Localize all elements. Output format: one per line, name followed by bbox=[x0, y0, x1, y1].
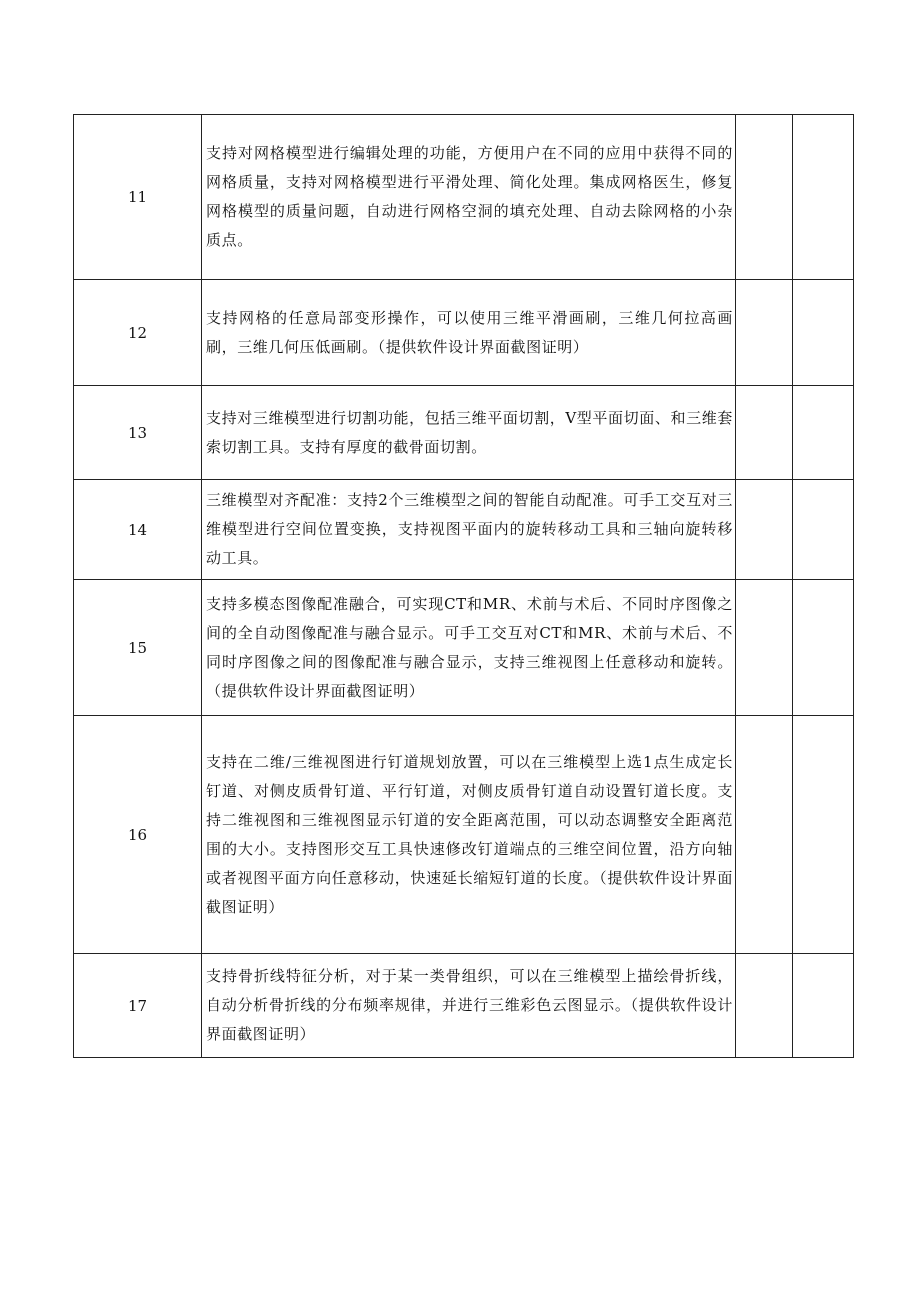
blank-cell bbox=[736, 480, 793, 580]
blank-cell bbox=[793, 716, 854, 954]
row-number: 15 bbox=[74, 580, 202, 716]
row-description: 支持对三维模型进行切割功能，包括三维平面切割，V型平面切面、和三维套索切割工具。支持有厚度的截骨面切割。 bbox=[202, 386, 736, 480]
blank-cell bbox=[736, 716, 793, 954]
table-row bbox=[74, 954, 854, 1058]
table-row bbox=[74, 580, 854, 716]
row-description: 支持对网格模型进行编辑处理的功能，方便用户在不同的应用中获得不同的网格质量，支持对网格模型进行平滑处理、简化处理。集成网格医生，修复网格模型的质量问题，自动进行网格空洞的填充处理、自动去除网格的小杂质点。 bbox=[202, 115, 736, 280]
blank-cell bbox=[736, 386, 793, 480]
table-row bbox=[74, 716, 854, 954]
row-number: 13 bbox=[74, 386, 202, 480]
row-number: 12 bbox=[74, 280, 202, 386]
requirements-table bbox=[73, 114, 854, 1058]
row-number: 11 bbox=[74, 115, 202, 280]
blank-cell bbox=[736, 954, 793, 1058]
blank-cell bbox=[793, 386, 854, 480]
blank-cell bbox=[793, 280, 854, 386]
blank-cell bbox=[736, 580, 793, 716]
table-row bbox=[74, 386, 854, 480]
row-description: 支持骨折线特征分析，对于某一类骨组织，可以在三维模型上描绘骨折线，自动分析骨折线的分布频率规律，并进行三维彩色云图显示。（提供软件设计界面截图证明） bbox=[202, 954, 736, 1058]
table-row bbox=[74, 280, 854, 386]
table-row bbox=[74, 115, 854, 280]
row-description: 支持在二维/三维视图进行钉道规划放置，可以在三维模型上选1点生成定长钉道、对侧皮质骨钉道、平行钉道，对侧皮质骨钉道自动设置钉道长度。支持二维视图和三维视图显示钉道的安全距离范围，可以动态调整安全距离范围的大小。支持图形交互工具快速修改钉道端点的三维空间位置，沿方向轴或者视图平面方向任意移动，快速延长缩短钉道的长度。（提供软件设计界面截图证明） bbox=[202, 716, 736, 954]
blank-cell bbox=[736, 280, 793, 386]
row-description: 支持多模态图像配准融合，可实现CT和MR、术前与术后、不同时序图像之间的全自动图像配准与融合显示。可手工交互对CT和MR、术前与术后、不同时序图像之间的图像配准与融合显示，支持三维视图上任意移动和旋转。（提供软件设计界面截图证明） bbox=[202, 580, 736, 716]
blank-cell bbox=[793, 954, 854, 1058]
table-row bbox=[74, 480, 854, 580]
row-description: 三维模型对齐配准：支持2个三维模型之间的智能自动配准。可手工交互对三维模型进行空间位置变换，支持视图平面内的旋转移动工具和三轴向旋转移动工具。 bbox=[202, 480, 736, 580]
row-number: 17 bbox=[74, 954, 202, 1058]
row-number: 16 bbox=[74, 716, 202, 954]
row-number: 14 bbox=[74, 480, 202, 580]
blank-cell bbox=[793, 580, 854, 716]
blank-cell bbox=[793, 480, 854, 580]
blank-cell bbox=[793, 115, 854, 280]
blank-cell bbox=[736, 115, 793, 280]
row-description: 支持网格的任意局部变形操作，可以使用三维平滑画刷，三维几何拉高画刷，三维几何压低画刷。（提供软件设计界面截图证明） bbox=[202, 280, 736, 386]
